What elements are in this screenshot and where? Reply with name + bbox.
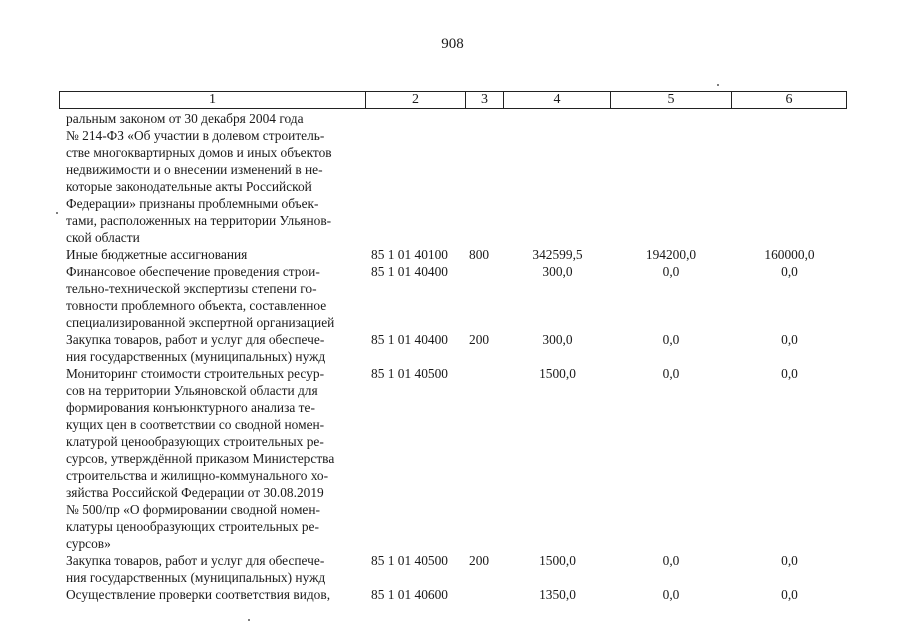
row-code: 85 1 01 40500 <box>371 366 448 381</box>
table-row <box>0 263 905 331</box>
row-value-1: 342599,5 <box>532 247 583 262</box>
description-line: недвижимости и о внесении изменений в не- <box>66 162 323 177</box>
description-line: Закупка товаров, работ и услуг для обеспече- <box>66 332 325 347</box>
description-line: Закупка товаров, работ и услуг для обеспече- <box>66 553 325 568</box>
row-code: 85 1 01 40600 <box>371 587 448 602</box>
description-line: Федерации» признаны проблемными объек- <box>66 196 319 211</box>
page-number: 908 <box>441 36 464 52</box>
row-description <box>66 365 362 552</box>
description-line: кущих цен в соответствии со сводной номен- <box>66 417 325 432</box>
row-value-3: 0,0 <box>781 553 798 568</box>
description-line: формирования конъюнктурного анализа те- <box>66 400 315 415</box>
description-line: № 214-ФЗ «Об участии в долевом строитель- <box>66 128 325 143</box>
row-value-1: 300,0 <box>542 332 573 347</box>
header-col-1: 1 <box>60 92 366 109</box>
row-code: 85 1 01 40500 <box>371 553 448 568</box>
table-row <box>0 552 905 586</box>
description-line: клатурой ценообразующих строительных ре- <box>66 434 324 449</box>
description-line: зяйства Российской Федерации от 30.08.2019 <box>66 485 324 500</box>
description-line: стве многоквартирных домов и иных объектов <box>66 145 332 160</box>
description-line: Иные бюджетные ассигнования <box>66 247 248 262</box>
row-description <box>66 246 362 263</box>
row-type: 200 <box>469 332 490 347</box>
description-line: тами, расположенных на территории Ульянов- <box>66 213 332 228</box>
row-value-1: 1500,0 <box>539 366 576 381</box>
row-code: 85 1 01 40400 <box>371 332 448 347</box>
description-line: Осуществление проверки соответствия видов, <box>66 587 331 602</box>
description-line: которые законодательные акты Российской <box>66 179 312 194</box>
description-line: ральным законом от 30 декабря 2004 года <box>66 111 304 126</box>
row-type: 800 <box>469 247 490 262</box>
row-type: 200 <box>469 553 490 568</box>
table-header <box>59 91 847 109</box>
row-value-2: 0,0 <box>662 366 680 381</box>
row-value-2: 0,0 <box>662 553 680 568</box>
row-value-3: 0,0 <box>781 366 798 381</box>
scan-speck <box>717 84 719 86</box>
row-description <box>66 331 362 365</box>
row-description <box>66 586 362 603</box>
row-code: 85 1 01 40400 <box>371 264 448 279</box>
row-value-1: 1350,0 <box>539 587 576 602</box>
description-line: специализированной экспертной организацией <box>66 315 335 330</box>
description-line: ской области <box>66 230 140 245</box>
description-line: Финансовое обеспечение проведения строи- <box>66 264 320 279</box>
row-value-2: 0,0 <box>662 587 680 602</box>
description-line: клатуры ценообразующих строительных ре- <box>66 519 319 534</box>
header-col-5: 5 <box>611 92 732 109</box>
table-row <box>0 331 905 365</box>
table-row <box>0 246 905 263</box>
row-value-3: 0,0 <box>781 264 798 279</box>
row-description <box>66 263 362 331</box>
row-value-3: 0,0 <box>781 587 798 602</box>
description-line: тельно-технической экспертизы степени го- <box>66 281 317 296</box>
row-value-3: 0,0 <box>781 332 798 347</box>
row-value-3: 160000,0 <box>764 247 815 262</box>
description-line: ния государственных (муниципальных) нужд <box>66 349 326 364</box>
row-code: 85 1 01 40100 <box>371 247 448 262</box>
row-description <box>66 110 362 246</box>
description-line: № 500/пр «О формировании сводной номен- <box>66 502 321 517</box>
header-col-3: 3 <box>466 92 504 109</box>
scan-speck <box>248 619 250 621</box>
description-line: строительства и жилищно-коммунального хо- <box>66 468 329 483</box>
description-line: товности проблемного объекта, составленное <box>66 298 327 313</box>
header-col-2: 2 <box>366 92 466 109</box>
table-row <box>0 110 905 246</box>
row-value-2: 194200,0 <box>645 247 697 262</box>
table-body <box>0 110 905 603</box>
header-col-4: 4 <box>504 92 611 109</box>
row-value-1: 1500,0 <box>539 553 576 568</box>
scan-speck <box>56 212 58 214</box>
header-col-6: 6 <box>732 92 847 109</box>
description-line: сурсов, утверждённой приказом Министерства <box>66 451 335 466</box>
description-line: Мониторинг стоимости строительных ресур- <box>66 366 325 381</box>
table-row <box>0 365 905 552</box>
row-description <box>66 552 362 586</box>
description-line: сурсов» <box>66 536 111 551</box>
description-line: ния государственных (муниципальных) нужд <box>66 570 326 585</box>
table-row <box>0 586 905 603</box>
row-value-1: 300,0 <box>542 264 573 279</box>
description-line: сов на территории Ульяновской области для <box>66 383 318 398</box>
row-value-2: 0,0 <box>662 264 680 279</box>
row-value-2: 0,0 <box>662 332 680 347</box>
